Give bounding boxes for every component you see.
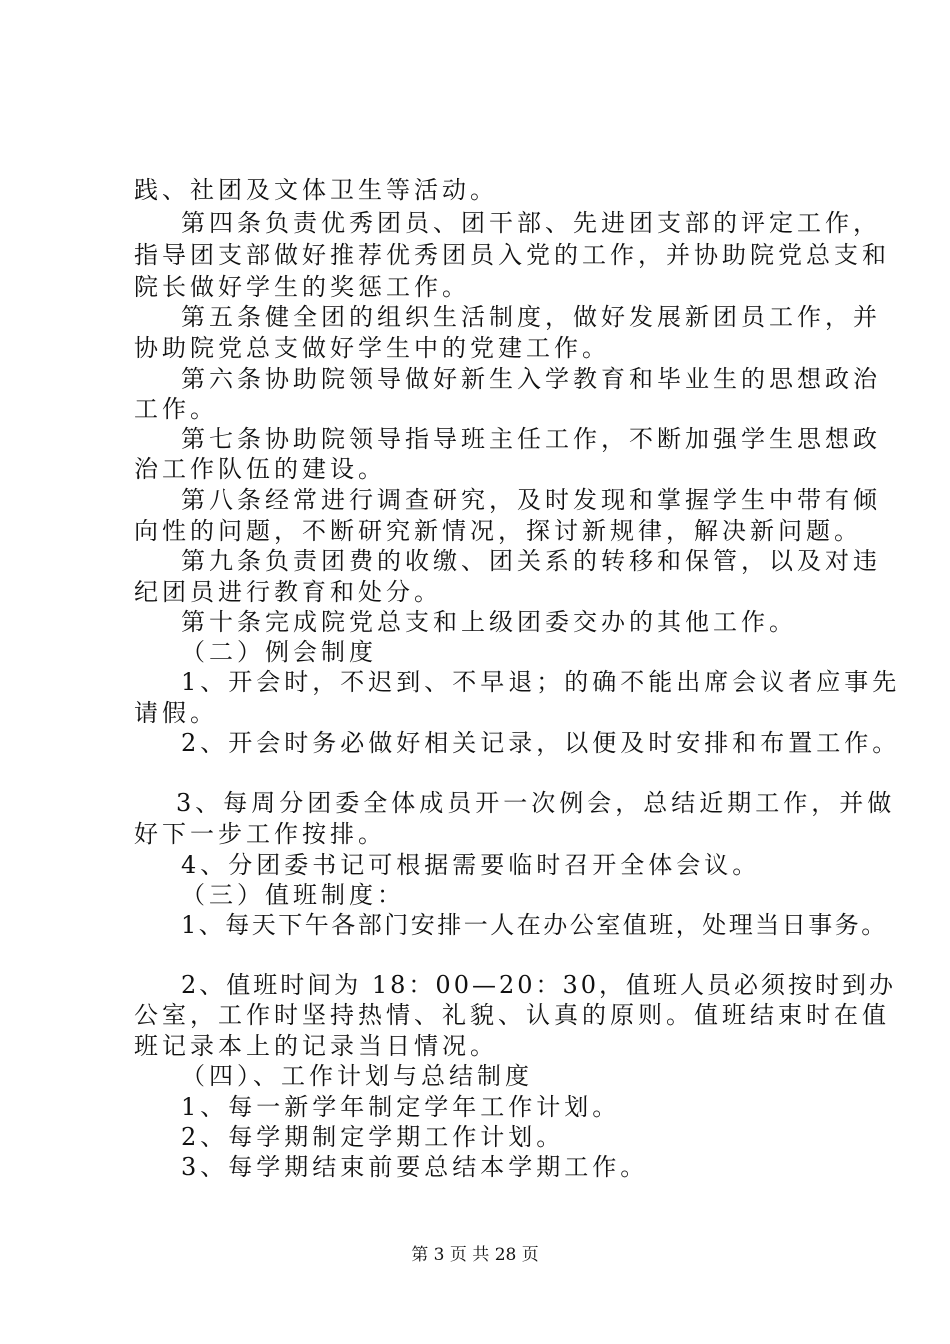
text-line: 2、值班时间为 18：00—20：30，值班人员必须按时到办 bbox=[181, 971, 897, 999]
text-line: 第七条协助院领导指导班主任工作，不断加强学生思想政 bbox=[181, 425, 881, 453]
page-number-footer: 第 3 页 共 28 页 bbox=[411, 1245, 539, 1265]
text-line: 第六条协助院领导做好新生入学教育和毕业生的思想政治 bbox=[181, 365, 881, 393]
text-line: 请假。 bbox=[134, 699, 218, 727]
text-line: 指导团支部做好推荐优秀团员入党的工作，并协助院党总支和 bbox=[134, 241, 890, 269]
text-line: 1、每一新学年制定学年工作计划。 bbox=[181, 1093, 621, 1121]
text-line: 第五条健全团的组织生活制度，做好发展新团员工作，并 bbox=[181, 303, 881, 331]
section-heading: （二）例会制度 bbox=[181, 638, 377, 666]
section-heading: （四）、工作计划与总结制度 bbox=[181, 1062, 533, 1090]
text-line: 践、社团及文体卫生等活动。 bbox=[134, 176, 498, 204]
text-line: 班记录本上的记录当日情况。 bbox=[134, 1032, 498, 1060]
text-line: 2、开会时务必做好相关记录，以便及时安排和布置工作。 bbox=[181, 729, 901, 757]
text-line: 1、开会时，不迟到、不早退；的确不能出席会议者应事先 bbox=[181, 668, 901, 696]
text-line: 好下一步工作按排。 bbox=[134, 820, 386, 848]
section-heading: （三）值班制度： bbox=[181, 881, 405, 909]
text-line: 工作。 bbox=[134, 395, 218, 423]
text-line: 向性的问题，不断研究新情况，探讨新规律，解决新问题。 bbox=[134, 517, 862, 545]
text-line: 协助院党总支做好学生中的党建工作。 bbox=[134, 334, 610, 362]
text-line: 纪团员进行教育和处分。 bbox=[134, 578, 442, 606]
text-line: 3、每学期结束前要总结本学期工作。 bbox=[181, 1153, 649, 1181]
text-line: 第四条负责优秀团员、团干部、先进团支部的评定工作， bbox=[181, 209, 881, 237]
text-line: 3、每周分团委全体成员开一次例会，总结近期工作，并做 bbox=[176, 789, 896, 817]
text-line: 4、分团委书记可根据需要临时召开全体会议。 bbox=[181, 851, 761, 879]
text-line: 2、每学期制定学期工作计划。 bbox=[181, 1123, 565, 1151]
text-line: 第九条负责团费的收缴、团关系的转移和保管，以及对违 bbox=[181, 547, 881, 575]
text-line: 公室，工作时坚持热情、礼貌、认真的原则。值班结束时在值 bbox=[134, 1001, 890, 1029]
text-line: 1、每天下午各部门安排一人在办公室值班，处理当日事务。 bbox=[181, 911, 888, 939]
text-line: 治工作队伍的建设。 bbox=[134, 455, 386, 483]
text-line: 第十条完成院党总支和上级团委交办的其他工作。 bbox=[181, 608, 797, 636]
text-line: 第八条经常进行调查研究，及时发现和掌握学生中带有倾 bbox=[181, 486, 881, 514]
text-line: 院长做好学生的奖惩工作。 bbox=[134, 273, 470, 301]
